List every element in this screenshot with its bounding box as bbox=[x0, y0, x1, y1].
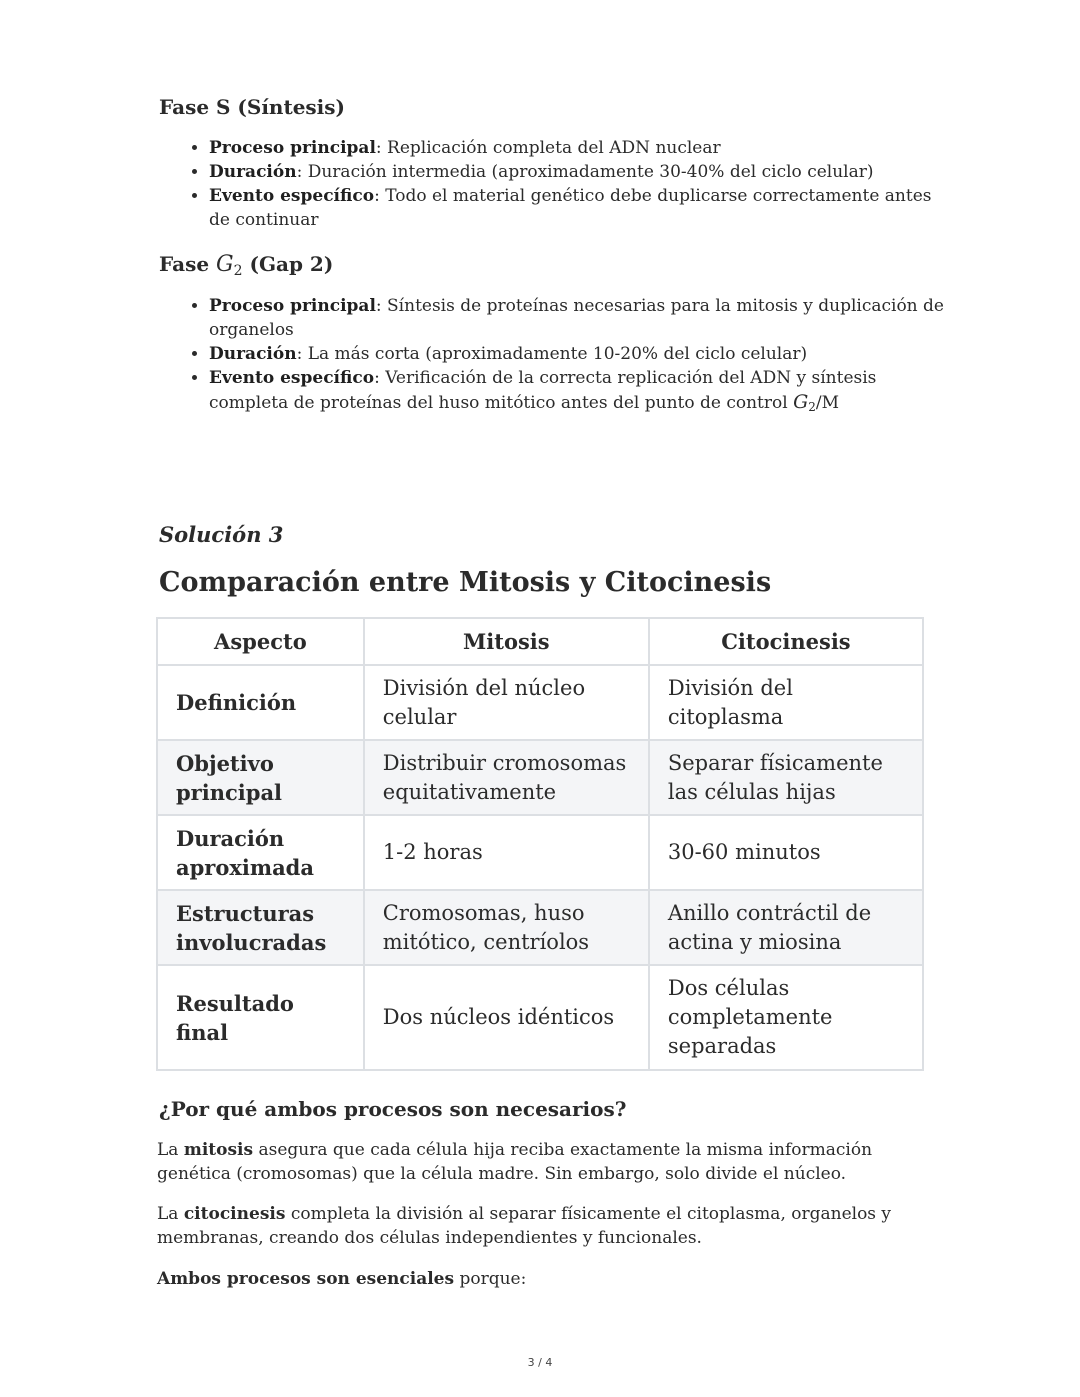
item-label: Proceso principal bbox=[209, 296, 376, 316]
list-item bbox=[209, 294, 949, 342]
table-row bbox=[157, 740, 923, 815]
para-prefix: La bbox=[157, 1204, 184, 1224]
item-text: : Duración intermedia (aproximadamente 30-40% del ciclo celular) bbox=[296, 162, 874, 182]
table-row bbox=[157, 815, 923, 890]
row-mitosis: Dos núcleos idénticos bbox=[364, 965, 649, 1070]
item-label: Duración bbox=[209, 344, 297, 364]
phase-s-title: Fase S (Síntesis) bbox=[159, 95, 346, 119]
item-text-after: /M bbox=[815, 393, 840, 413]
row-citocinesis: 30-60 minutos bbox=[649, 815, 923, 890]
row-aspect: Duración aproximada bbox=[157, 815, 364, 890]
comparison-table bbox=[156, 617, 924, 1071]
title-suffix: (Gap 2) bbox=[242, 252, 334, 276]
row-aspect: Objetivo principal bbox=[157, 740, 364, 815]
list-item bbox=[209, 184, 949, 232]
row-mitosis: Cromosomas, huso mitótico, centríolos bbox=[364, 890, 649, 965]
paragraph-ambos bbox=[157, 1267, 897, 1291]
item-label: Evento específico bbox=[209, 368, 375, 388]
table-header-row bbox=[157, 618, 923, 665]
header-mitosis: Mitosis bbox=[364, 618, 649, 665]
solution-label: Solución 3 bbox=[159, 522, 284, 547]
item-label: Evento específico bbox=[209, 186, 375, 206]
phase-g2-title bbox=[159, 252, 333, 279]
math-var: G bbox=[793, 391, 809, 413]
para-rest: completa la división al separar físicamente el citoplasma, organelos y membranas, creando dos células independientes y funcionales. bbox=[157, 1204, 892, 1248]
item-label: Duración bbox=[209, 162, 297, 182]
item-text: : Todo el material genético debe duplicarse correctamente antes de continuar bbox=[209, 186, 932, 230]
math-g2 bbox=[216, 252, 243, 277]
item-label: Proceso principal bbox=[209, 138, 376, 158]
para-bold: Ambos procesos son esenciales bbox=[157, 1269, 455, 1289]
page-indicator: 3 / 4 bbox=[527, 1356, 553, 1369]
row-citocinesis: Dos células completamente separadas bbox=[649, 965, 923, 1070]
para-rest: porque: bbox=[454, 1269, 527, 1289]
item-text: : Verificación de la correcta replicación del ADN y síntesis completa de proteínas del huso mitótico antes del punto de control bbox=[209, 368, 877, 413]
header-aspecto: Aspecto bbox=[157, 618, 364, 665]
item-text: : La más corta (aproximadamente 10-20% del ciclo celular) bbox=[296, 344, 808, 364]
item-text: : Síntesis de proteínas necesarias para la mitosis y duplicación de organelos bbox=[209, 296, 944, 340]
list-item bbox=[209, 366, 949, 419]
item-text: : Replicación completa del ADN nuclear bbox=[375, 138, 721, 158]
para-prefix: La bbox=[157, 1140, 184, 1160]
math-g2-inline bbox=[793, 391, 816, 413]
row-citocinesis: División del citoplasma bbox=[649, 665, 923, 740]
row-mitosis: División del núcleo celular bbox=[364, 665, 649, 740]
table-row bbox=[157, 890, 923, 965]
math-sub: 2 bbox=[808, 400, 816, 414]
row-aspect: Estructuras involucradas bbox=[157, 890, 364, 965]
subheading-why: ¿Por qué ambos procesos son necesarios? bbox=[159, 1097, 627, 1121]
row-citocinesis: Separar físicamente las células hijas bbox=[649, 740, 923, 815]
para-rest: asegura que cada célula hija reciba exactamente la misma información genética (cromosomas) que la célula madre. Sin embargo, solo divide el núcleo. bbox=[157, 1140, 873, 1184]
math-sub: 2 bbox=[233, 263, 243, 279]
row-mitosis: Distribuir cromosomas equitativamente bbox=[364, 740, 649, 815]
list-item bbox=[209, 136, 949, 160]
phase-s-list bbox=[185, 136, 949, 232]
para-bold: mitosis bbox=[183, 1140, 254, 1160]
list-item bbox=[209, 342, 949, 366]
section-title: Comparación entre Mitosis y Citocinesis bbox=[159, 567, 772, 598]
title-prefix: Fase bbox=[159, 252, 217, 276]
table-row bbox=[157, 965, 923, 1070]
row-citocinesis: Anillo contráctil de actina y miosina bbox=[649, 890, 923, 965]
table-row bbox=[157, 665, 923, 740]
phase-g2-list bbox=[185, 294, 949, 419]
para-bold: citocinesis bbox=[183, 1204, 286, 1224]
row-aspect: Definición bbox=[157, 665, 364, 740]
list-item bbox=[209, 160, 949, 184]
paragraph-citocinesis bbox=[157, 1202, 897, 1250]
header-citocinesis: Citocinesis bbox=[649, 618, 923, 665]
row-aspect: Resultado final bbox=[157, 965, 364, 1070]
math-var: G bbox=[216, 252, 234, 277]
paragraph-mitosis bbox=[157, 1138, 897, 1186]
row-mitosis: 1-2 horas bbox=[364, 815, 649, 890]
